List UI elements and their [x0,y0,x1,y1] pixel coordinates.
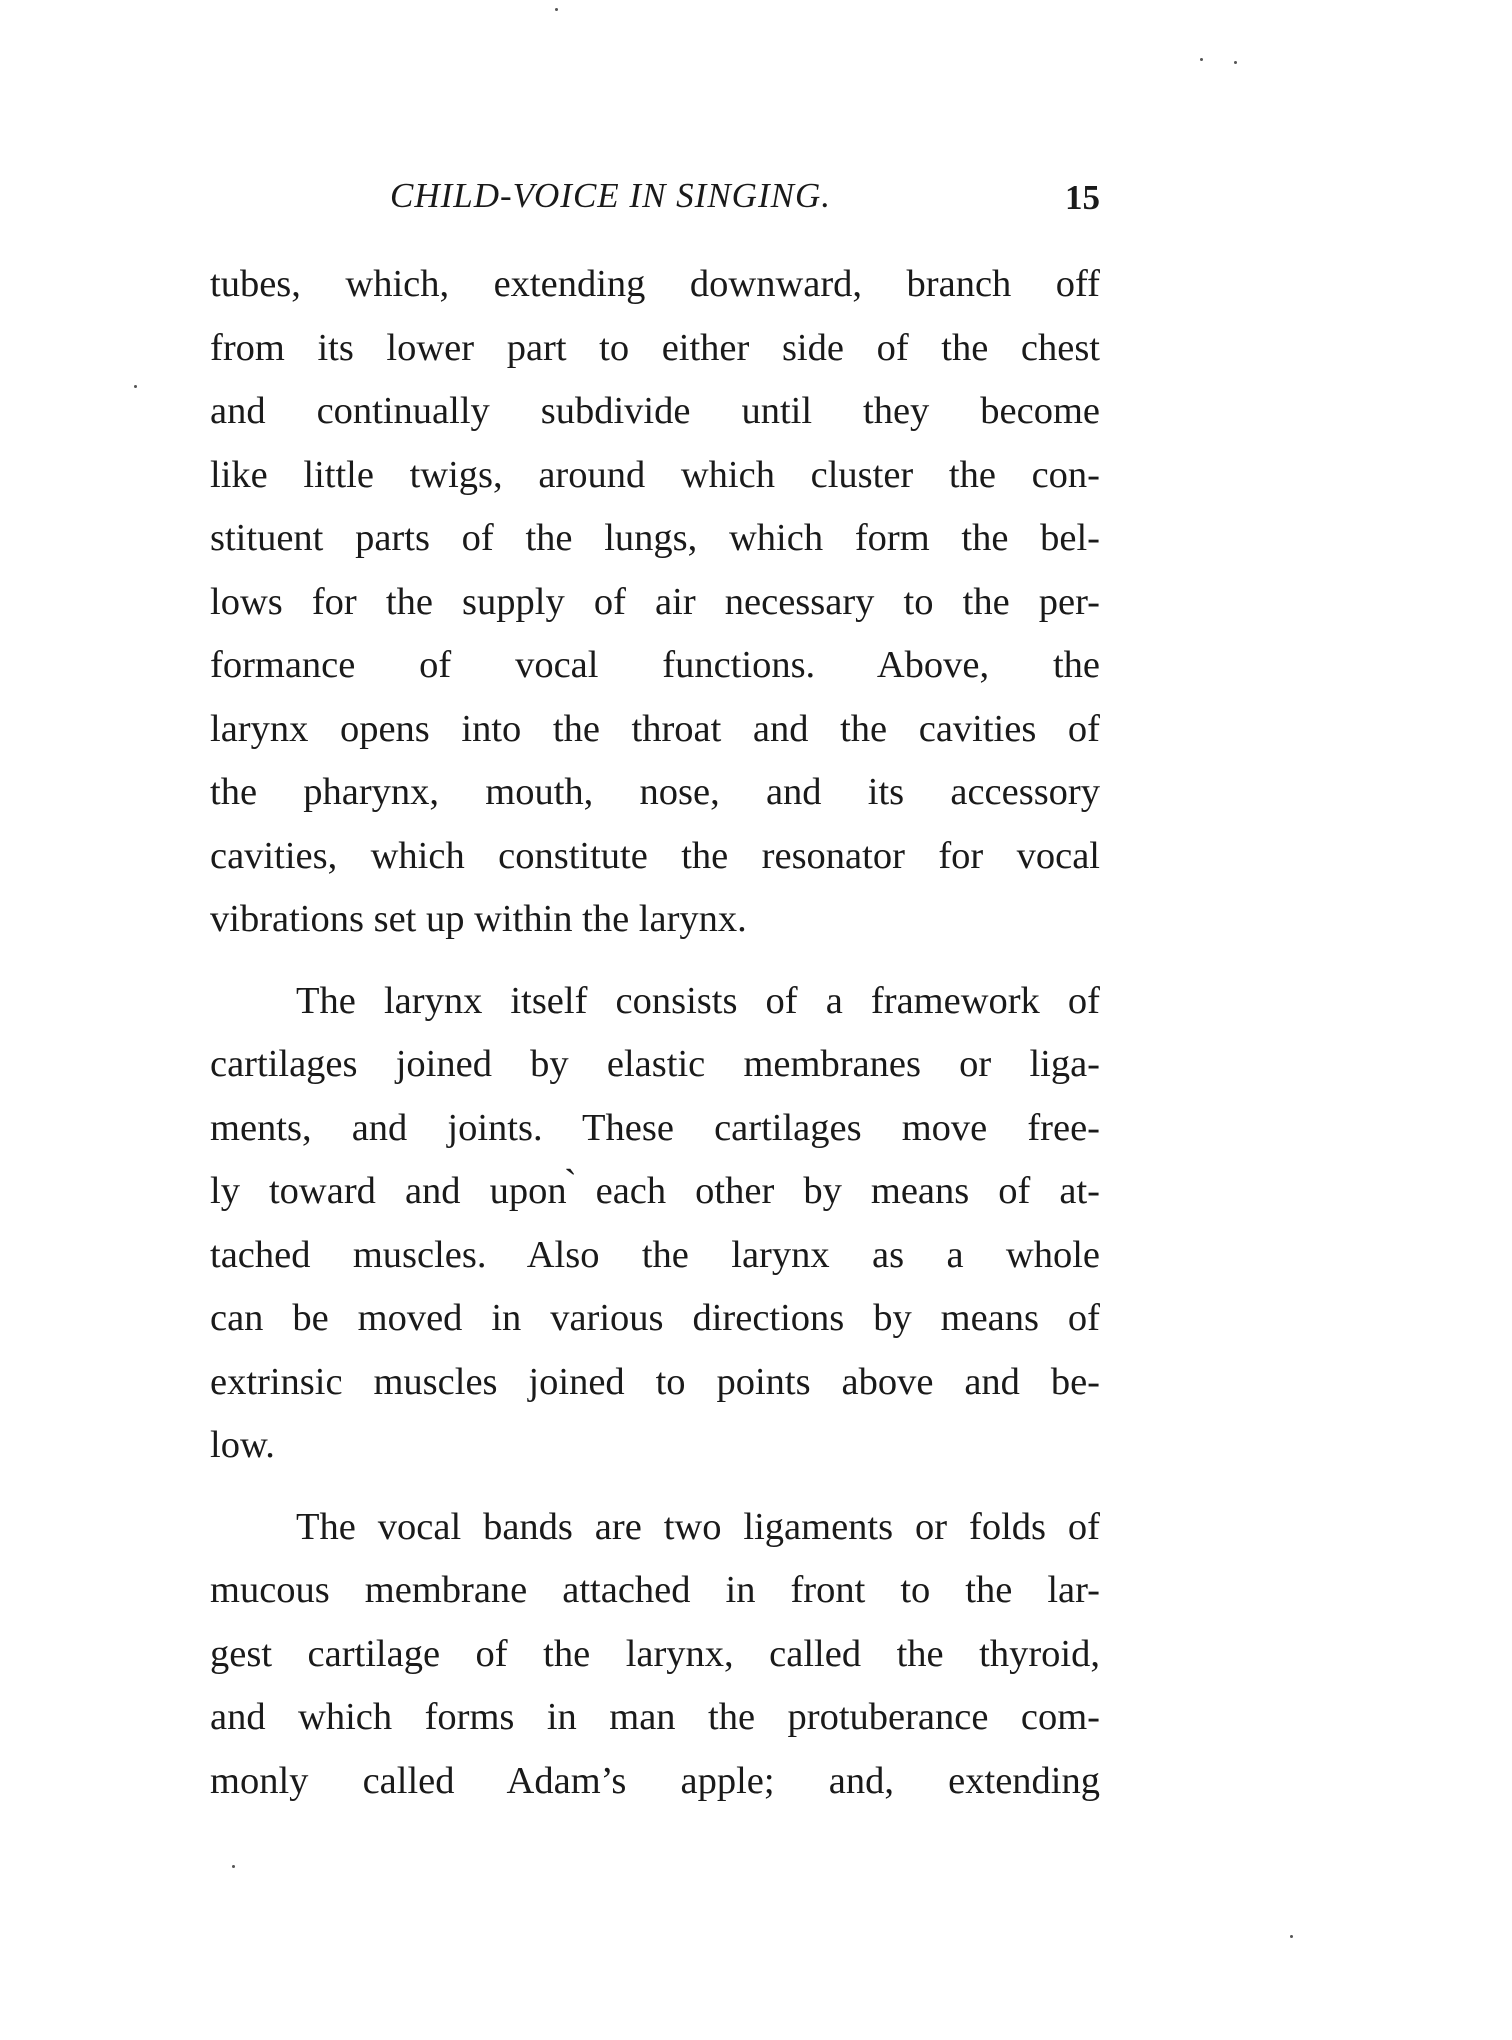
page-number: 15 [1065,178,1100,217]
text-line: extrinsic muscles joined to points above and be- [210,1360,1100,1403]
text-line: The larynx itself consists of a framework of [296,979,1100,1022]
text-line: like little twigs, around which cluster the con- [210,453,1100,496]
scan-speck [1200,58,1203,61]
text-line: from its lower part to either side of the chest [210,326,1100,369]
text-line: formance of vocal functions. Above, the [210,644,1100,686]
body-text [210,253,1100,1813]
scan-speck [232,1865,235,1868]
text-line: larynx opens into the throat and the cavities of [210,707,1100,750]
text-line: tubes, which, extending downward, branch off [210,263,1100,305]
paragraph-3 [210,1496,1100,1814]
text-line: ly toward and upon ̀each other by means of at- [210,1170,1100,1212]
text-line: ments, and joints. These cartilages move free- [210,1106,1100,1149]
running-title: CHILD-VOICE IN SINGING. [390,176,831,215]
text-line: lows for the supply of air necessary to the per- [210,580,1100,623]
text-line: and continually subdivide until they become [210,390,1100,432]
text-line: monly called Adam’s apple; and, extending [210,1759,1100,1802]
text-line: cartilages joined by elastic membranes or liga- [210,1043,1100,1085]
text-line: vibrations set up within the larynx. [210,898,747,940]
text-line: low. [210,1424,275,1466]
text-line: The vocal bands are two ligaments or folds of [296,1505,1100,1548]
paragraph-1 [210,253,1100,952]
text-line: mucous membrane attached in front to the lar- [210,1569,1100,1611]
text-line: cavities, which constitute the resonator for vocal [210,834,1100,877]
running-head [210,176,1100,226]
scan-speck [1234,61,1237,64]
scan-speck [134,385,137,388]
paragraph-gap [210,952,1100,970]
paragraph-gap [210,1478,1100,1496]
text-line: stituent parts of the lungs, which form the bel- [210,517,1100,559]
text-line: and which forms in man the protuberance com- [210,1696,1100,1738]
scan-speck [1290,1935,1293,1938]
text-line: the pharynx, mouth, nose, and its accessory [210,771,1100,813]
paragraph-2 [210,970,1100,1478]
text-line: gest cartilage of the larynx, called the thyroid, [210,1632,1100,1675]
scan-speck [555,8,558,11]
text-line: can be moved in various directions by means of [210,1297,1100,1339]
text-line: tached muscles. Also the larynx as a whole [210,1233,1100,1276]
